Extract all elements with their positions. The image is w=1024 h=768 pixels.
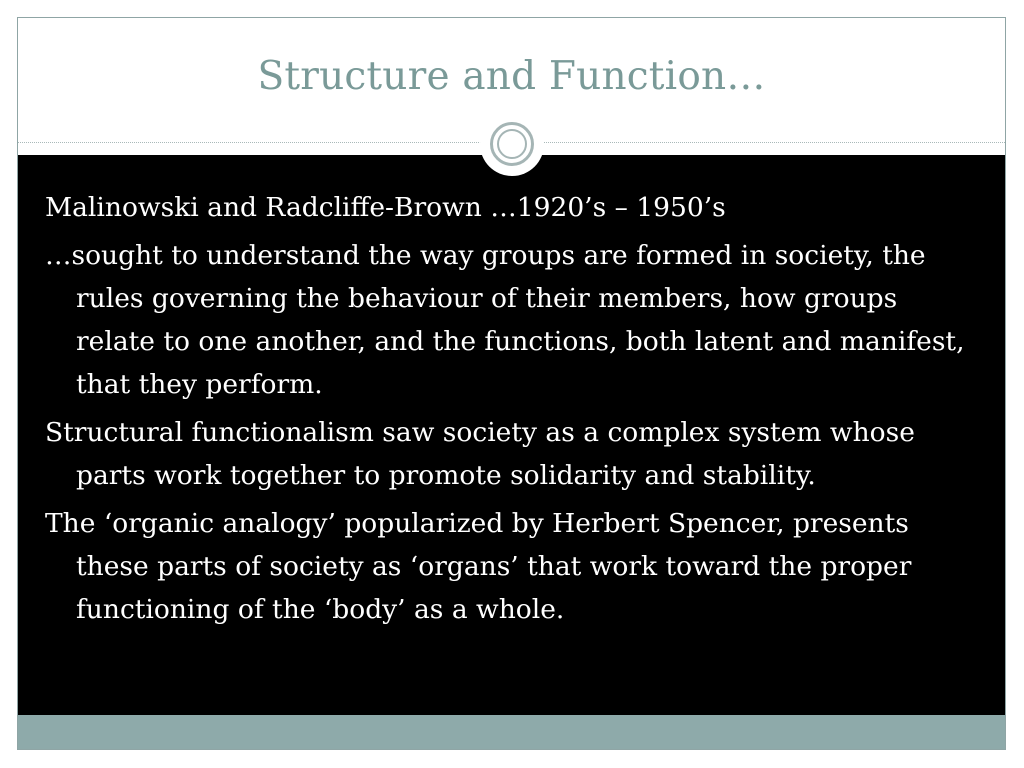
ring-icon [490, 122, 534, 166]
bullet-item: …sought to understand the way groups are formed in society, the rules governing the behaviour of their members, how groups relate to one another, and the functions, both latent and manifest, that they perform. [45, 240, 965, 400]
content-area [18, 155, 1005, 715]
slide-frame [17, 17, 1006, 750]
slide-title: Structure and Function… [257, 54, 766, 99]
footer-band [18, 715, 1005, 750]
bullet-item: The ‘organic analogy’ popularized by Herbert Spencer, presents these parts of society as ‘organs’ that work toward the proper functioning of the ‘body’ as a whole. [45, 508, 912, 625]
bullet-item: Malinowski and Radcliffe-Brown …1920’s – 1950’s [45, 192, 726, 223]
bullet-list [45, 186, 975, 636]
inner-ring-icon [497, 129, 527, 159]
bullet-item: Structural functionalism saw society as a complex system whose parts work together to promote solidarity and stability. [45, 417, 915, 491]
circle-ornament-icon [480, 112, 544, 176]
